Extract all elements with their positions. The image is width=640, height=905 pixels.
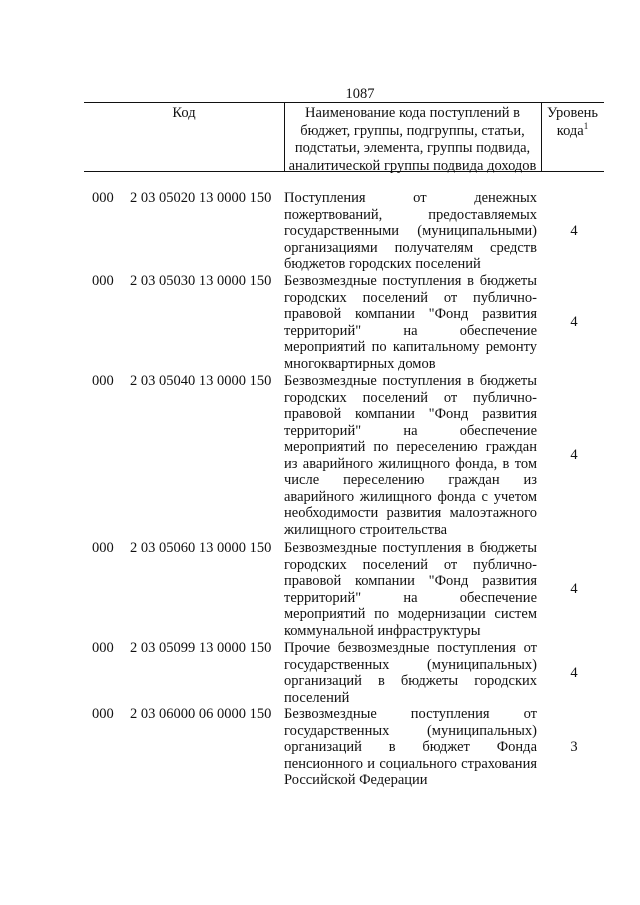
- revenue-name: Поступления от денежных пожертвований, предоставляемых государственными (муниципальными) организациями получателям средств бюджетов городских поселений: [284, 190, 537, 272]
- revenue-code: 2 03 05030 13 0000 150: [130, 273, 272, 289]
- admin-code: 000: [92, 640, 114, 656]
- revenue-name: Безвозмездные поступления в бюджеты городских поселений от публично-правовой компании "Фонд развития территорий" на обеспечение мероприятий по капитальному ремонту многоквартирных домов: [284, 273, 537, 372]
- code-level: 4: [570, 223, 578, 239]
- revenue-name: Прочие безвозмездные поступления от государственных (муниципальных) организаций в бюджеты городских поселений: [284, 640, 537, 706]
- header-code: Код: [172, 105, 196, 121]
- code-level: 3: [570, 739, 578, 755]
- header-level: [541, 105, 604, 140]
- revenue-code: 2 03 06000 06 0000 150: [130, 706, 272, 722]
- revenue-code: 2 03 05060 13 0000 150: [130, 540, 272, 556]
- admin-code: 000: [92, 190, 114, 206]
- code-level: 4: [570, 665, 578, 681]
- header-level-label: Уровень кода: [546, 105, 599, 139]
- table-header: [84, 102, 604, 172]
- footnote-marker: 1: [583, 120, 589, 131]
- code-level: 4: [570, 447, 578, 463]
- admin-code: 000: [92, 540, 114, 556]
- revenue-code: 2 03 05020 13 0000 150: [130, 190, 272, 206]
- revenue-name: Безвозмездные поступления от государственных (муниципальных) организаций в бюджет Фонда пенсионного и социального страхования Российской Федерации: [284, 706, 537, 788]
- revenue-name: Безвозмездные поступления в бюджеты городских поселений от публично-правовой компании "Фонд развития территорий" на обеспечение мероприятий по модернизации систем коммунальной инфраструктуры: [284, 540, 537, 639]
- header-name: Наименование кода поступлений в бюджет, группы, подгруппы, статьи, подстатьи, элемента, группы подвида, аналитической группы подвида доходов: [288, 105, 537, 174]
- admin-code: 000: [92, 273, 114, 289]
- admin-code: 000: [92, 706, 114, 722]
- admin-code: 000: [92, 373, 114, 389]
- revenue-name: Безвозмездные поступления в бюджеты городских поселений от публично-правовой компании "Фонд развития территорий" на обеспечение мероприятий по переселению граждан из аварийного жилищного фонда, в том числе переселению граждан из аварийного жилищного фонда с учетом необходимости развития малоэтажного жилищного строительства: [284, 373, 537, 538]
- revenue-code: 2 03 05099 13 0000 150: [130, 640, 272, 656]
- page-number: 1087: [345, 86, 375, 102]
- code-level: 4: [570, 581, 578, 597]
- code-level: 4: [570, 314, 578, 330]
- revenue-code: 2 03 05040 13 0000 150: [130, 373, 272, 389]
